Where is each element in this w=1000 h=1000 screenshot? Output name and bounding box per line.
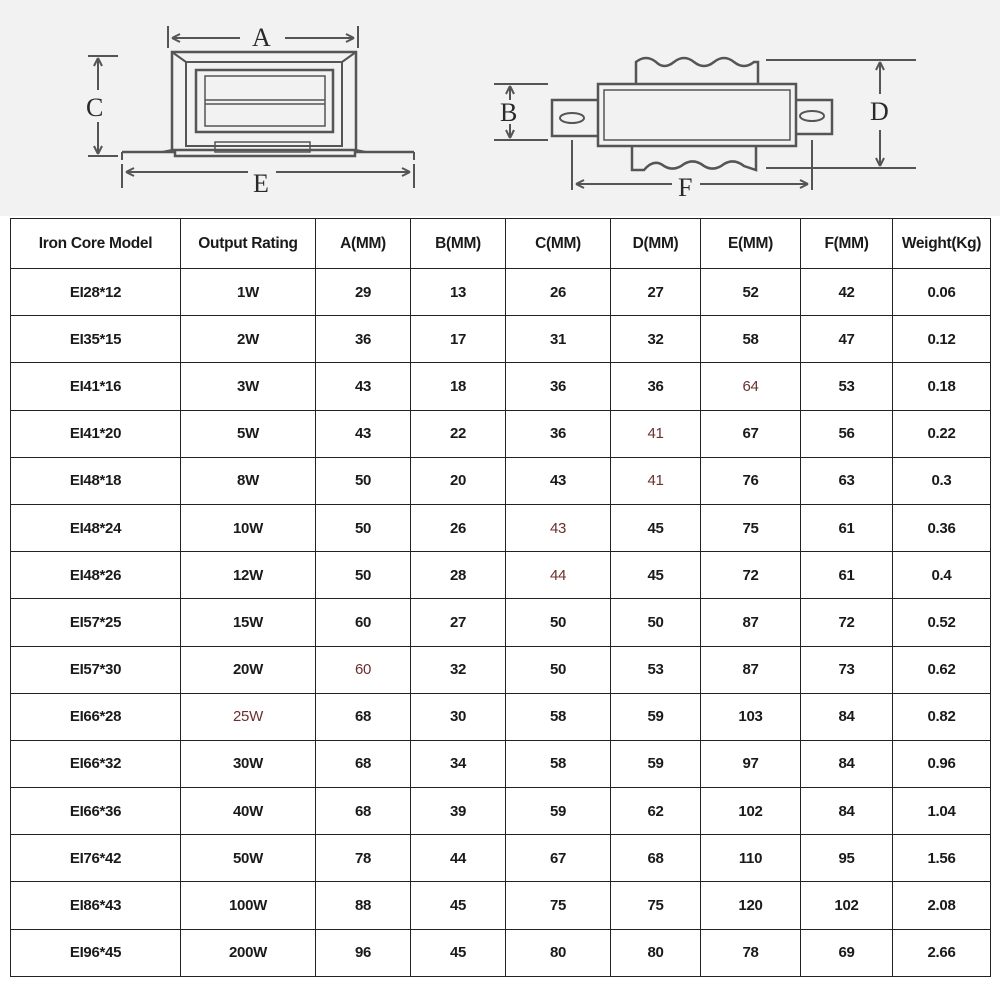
cell-b: 26: [411, 504, 506, 551]
cell-f: 95: [801, 835, 893, 882]
cell-a: 78: [316, 835, 411, 882]
cell-d: 41: [611, 410, 701, 457]
cell-output-rating: 10W: [181, 504, 316, 551]
cell-d: 80: [611, 929, 701, 976]
cell-model: EI41*20: [11, 410, 181, 457]
cell-f: 84: [801, 788, 893, 835]
cell-b: 39: [411, 788, 506, 835]
cell-c: 75: [506, 882, 611, 929]
dimension-e-label: E: [253, 169, 269, 198]
header-d-mm: D(MM): [611, 219, 701, 269]
cell-output-rating: 2W: [181, 316, 316, 363]
cell-d: 32: [611, 316, 701, 363]
cell-a: 29: [316, 269, 411, 316]
cell-b: 30: [411, 693, 506, 740]
cell-c: 26: [506, 269, 611, 316]
cell-a: 50: [316, 504, 411, 551]
cell-model: EI48*26: [11, 552, 181, 599]
cell-c: 80: [506, 929, 611, 976]
cell-model: EI57*25: [11, 599, 181, 646]
cell-b: 32: [411, 646, 506, 693]
cell-b: 44: [411, 835, 506, 882]
cell-c: 44: [506, 552, 611, 599]
cell-c: 67: [506, 835, 611, 882]
cell-d: 50: [611, 599, 701, 646]
cell-output-rating: 8W: [181, 457, 316, 504]
cell-weight: 0.18: [893, 363, 991, 410]
cell-model: EI35*15: [11, 316, 181, 363]
cell-d: 53: [611, 646, 701, 693]
cell-f: 61: [801, 552, 893, 599]
cell-weight: 0.3: [893, 457, 991, 504]
header-b-mm: B(MM): [411, 219, 506, 269]
cell-c: 50: [506, 646, 611, 693]
header-e-mm: E(MM): [701, 219, 801, 269]
cell-b: 45: [411, 929, 506, 976]
table-row: [11, 788, 991, 835]
cell-b: 20: [411, 457, 506, 504]
cell-b: 13: [411, 269, 506, 316]
cell-weight: 0.22: [893, 410, 991, 457]
cell-a: 50: [316, 457, 411, 504]
header-weight-kg: Weight(Kg): [893, 219, 991, 269]
cell-f: 84: [801, 740, 893, 787]
cell-weight: 0.62: [893, 646, 991, 693]
table-row: [11, 693, 991, 740]
cell-f: 47: [801, 316, 893, 363]
cell-f: 63: [801, 457, 893, 504]
table-row: [11, 740, 991, 787]
cell-weight: 2.66: [893, 929, 991, 976]
cell-e: 87: [701, 646, 801, 693]
cell-c: 59: [506, 788, 611, 835]
cell-model: EI48*24: [11, 504, 181, 551]
cell-d: 75: [611, 882, 701, 929]
cell-weight: 0.82: [893, 693, 991, 740]
table-header-row: [11, 219, 991, 269]
cell-d: 41: [611, 457, 701, 504]
cell-output-rating: 5W: [181, 410, 316, 457]
cell-output-rating: 200W: [181, 929, 316, 976]
cell-e: 120: [701, 882, 801, 929]
dimension-c-label: C: [86, 93, 104, 122]
cell-model: EI66*28: [11, 693, 181, 740]
table-row: [11, 316, 991, 363]
table-row: [11, 599, 991, 646]
cell-model: EI57*30: [11, 646, 181, 693]
cell-f: 61: [801, 504, 893, 551]
cell-d: 36: [611, 363, 701, 410]
cell-weight: 0.96: [893, 740, 991, 787]
cell-b: 22: [411, 410, 506, 457]
cell-f: 84: [801, 693, 893, 740]
table-row: [11, 269, 991, 316]
table-row: [11, 882, 991, 929]
cell-f: 102: [801, 882, 893, 929]
cell-output-rating: 15W: [181, 599, 316, 646]
cell-weight: 0.12: [893, 316, 991, 363]
cell-a: 68: [316, 740, 411, 787]
table-row: [11, 504, 991, 551]
header-output-rating: Output Rating: [181, 219, 316, 269]
cell-f: 72: [801, 599, 893, 646]
cell-e: 110: [701, 835, 801, 882]
cell-e: 76: [701, 457, 801, 504]
cell-a: 43: [316, 410, 411, 457]
cell-a: 60: [316, 646, 411, 693]
cell-model: EI86*43: [11, 882, 181, 929]
cell-a: 96: [316, 929, 411, 976]
cell-b: 45: [411, 882, 506, 929]
cell-output-rating: 3W: [181, 363, 316, 410]
cell-a: 88: [316, 882, 411, 929]
cell-d: 27: [611, 269, 701, 316]
cell-b: 17: [411, 316, 506, 363]
cell-b: 28: [411, 552, 506, 599]
table-row: [11, 552, 991, 599]
cell-c: 36: [506, 363, 611, 410]
cell-e: 102: [701, 788, 801, 835]
dimension-d-label: D: [870, 97, 889, 126]
cell-model: EI28*12: [11, 269, 181, 316]
cell-model: EI66*36: [11, 788, 181, 835]
cell-b: 34: [411, 740, 506, 787]
cell-model: EI76*42: [11, 835, 181, 882]
cell-weight: 0.52: [893, 599, 991, 646]
cell-f: 53: [801, 363, 893, 410]
cell-a: 68: [316, 693, 411, 740]
cell-c: 50: [506, 599, 611, 646]
cell-d: 59: [611, 740, 701, 787]
cell-a: 60: [316, 599, 411, 646]
cell-output-rating: 12W: [181, 552, 316, 599]
header-iron-core-model: Iron Core Model: [11, 219, 181, 269]
header-f-mm: F(MM): [801, 219, 893, 269]
cell-c: 36: [506, 410, 611, 457]
cell-d: 59: [611, 693, 701, 740]
cell-e: 87: [701, 599, 801, 646]
cell-e: 103: [701, 693, 801, 740]
cell-a: 43: [316, 363, 411, 410]
front-view-drawing: [122, 52, 414, 160]
cell-d: 62: [611, 788, 701, 835]
table-row: [11, 929, 991, 976]
header-a-mm: A(MM): [316, 219, 411, 269]
cell-model: EI96*45: [11, 929, 181, 976]
transformer-spec-table: [10, 218, 991, 977]
header-c-mm: C(MM): [506, 219, 611, 269]
cell-e: 58: [701, 316, 801, 363]
cell-f: 42: [801, 269, 893, 316]
cell-model: EI48*18: [11, 457, 181, 504]
cell-weight: 0.06: [893, 269, 991, 316]
cell-c: 43: [506, 457, 611, 504]
cell-d: 45: [611, 504, 701, 551]
table-row: [11, 835, 991, 882]
cell-e: 64: [701, 363, 801, 410]
cell-e: 52: [701, 269, 801, 316]
cell-e: 75: [701, 504, 801, 551]
cell-output-rating: 50W: [181, 835, 316, 882]
cell-e: 67: [701, 410, 801, 457]
cell-model: EI41*16: [11, 363, 181, 410]
cell-d: 68: [611, 835, 701, 882]
cell-c: 31: [506, 316, 611, 363]
table-body: [11, 269, 991, 977]
cell-weight: 2.08: [893, 882, 991, 929]
dimension-d: [766, 60, 916, 168]
cell-output-rating: 40W: [181, 788, 316, 835]
table-row: [11, 457, 991, 504]
cell-output-rating: 30W: [181, 740, 316, 787]
cell-b: 27: [411, 599, 506, 646]
side-view-drawing: [552, 58, 832, 170]
transformer-dimension-diagram: [0, 0, 1000, 216]
cell-a: 36: [316, 316, 411, 363]
dimension-f-label: F: [678, 173, 693, 202]
cell-a: 50: [316, 552, 411, 599]
cell-e: 97: [701, 740, 801, 787]
dimension-b-label: B: [500, 98, 518, 127]
table-row: [11, 646, 991, 693]
cell-weight: 1.04: [893, 788, 991, 835]
cell-a: 68: [316, 788, 411, 835]
cell-weight: 1.56: [893, 835, 991, 882]
table-row: [11, 363, 991, 410]
cell-weight: 0.36: [893, 504, 991, 551]
cell-c: 43: [506, 504, 611, 551]
cell-output-rating: 20W: [181, 646, 316, 693]
cell-c: 58: [506, 740, 611, 787]
cell-f: 69: [801, 929, 893, 976]
cell-model: EI66*32: [11, 740, 181, 787]
cell-b: 18: [411, 363, 506, 410]
cell-e: 78: [701, 929, 801, 976]
cell-f: 73: [801, 646, 893, 693]
cell-output-rating: 100W: [181, 882, 316, 929]
cell-output-rating: 25W: [181, 693, 316, 740]
table-row: [11, 410, 991, 457]
cell-output-rating: 1W: [181, 269, 316, 316]
dimension-a-label: A: [252, 23, 271, 52]
cell-d: 45: [611, 552, 701, 599]
cell-e: 72: [701, 552, 801, 599]
cell-f: 56: [801, 410, 893, 457]
cell-c: 58: [506, 693, 611, 740]
cell-weight: 0.4: [893, 552, 991, 599]
